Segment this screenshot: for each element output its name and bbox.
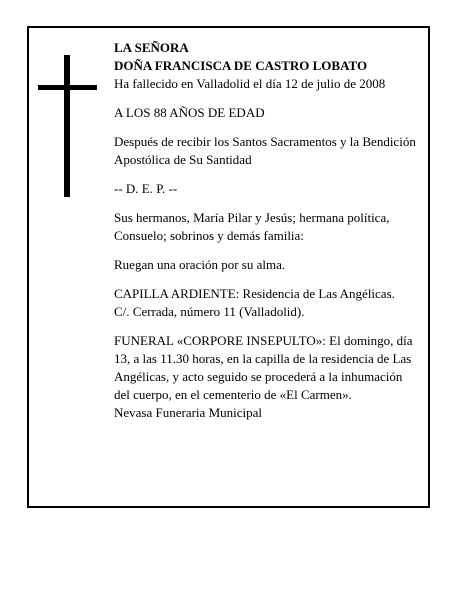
age-line: A LOS 88 AÑOS DE EDAD (114, 105, 265, 120)
family-line: Sus hermanos, María Pilar y Jesús; hermana política, Consuelo; sobrinos y demás familia: (114, 210, 390, 243)
notice-body (114, 39, 420, 433)
deceased-name: DOÑA FRANCISCA DE CASTRO LOBATO (114, 58, 368, 73)
prayer-line: Ruegan una oración por su alma. (114, 257, 286, 272)
heading-block (114, 39, 420, 93)
funeral-details: FUNERAL «CORPORE INSEPULTO»: El domingo, día 13, a las 11.30 horas, en la capilla de la residencia de Las Angélicas, y acto seguido se procederá a la inhumación del cuerpo, en el cementerio de «El Carmen». (114, 333, 413, 402)
funeral-block (114, 332, 420, 422)
cross-horizontal-bar (38, 85, 97, 90)
cross-vertical-bar (64, 55, 70, 197)
chapel-address: C/. Cerrada, número 11 (Valladolid). (114, 304, 305, 319)
chapel-block (114, 285, 420, 321)
rip-line: -- D. E. P. -- (114, 181, 178, 196)
death-date-line: Ha fallecido en Valladolid el día 12 de julio de 2008 (114, 76, 386, 91)
funeral-home: Nevasa Funeraria Municipal (114, 405, 263, 420)
heading-title: LA SEÑORA (114, 40, 189, 55)
sacraments-line: Después de recibir los Santos Sacramentos y la Bendición Apostólica de Su Santidad (114, 134, 416, 167)
chapel-line: CAPILLA ARDIENTE: Residencia de Las Angélicas. (114, 286, 395, 301)
